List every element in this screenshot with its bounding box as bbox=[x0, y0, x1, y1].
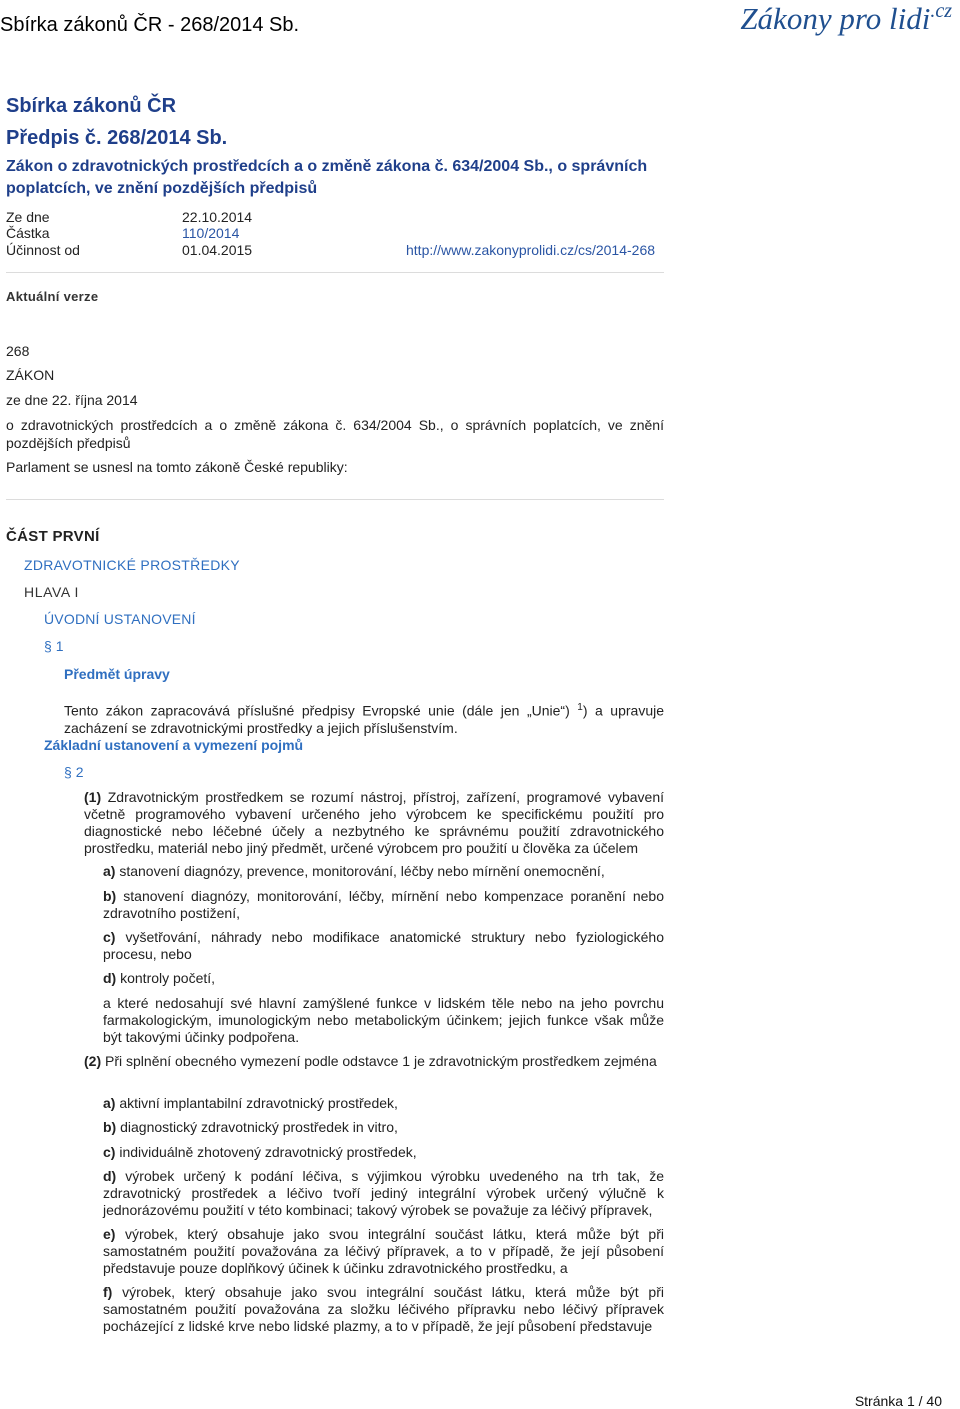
section-group-title: Základní ustanovení a vymezení pojmů bbox=[44, 737, 304, 753]
paragraph-1: (1) Zdravotnickým prostředkem se rozumí nástroj, přístroj, zařízení, programové vybavení včetně programového vybavení určeného jeho výrobcem ke specifickému použití pro diagnostické nebo léčebné účely a nezbytného ke správnému použití zdravotnického prostředku, materiál nebo jiný předmět, určené výrobcem pro použití u člověka za účelem bbox=[84, 789, 664, 856]
meta-value-date: 22.10.2014 bbox=[182, 209, 253, 225]
source-url-link[interactable]: http://www.zakonyprolidi.cz/cs/2014-268 bbox=[406, 242, 656, 258]
part-name: ZDRAVOTNICKÉ PROSTŘEDKY bbox=[24, 557, 240, 573]
page-number: Stránka 1 / 40 bbox=[854, 1393, 942, 1409]
divider bbox=[6, 499, 664, 500]
law-type: ZÁKON bbox=[6, 367, 55, 383]
section-icon: § bbox=[44, 638, 52, 654]
meta-value-amount-link[interactable]: 110/2014 bbox=[182, 225, 240, 241]
list-item: a) stanovení diagnózy, prevence, monitorování, léčby nebo mírnění onemocnění, bbox=[103, 863, 605, 879]
meta-label-amount: Částka bbox=[6, 225, 50, 241]
section-2-number: § 2 bbox=[64, 764, 84, 780]
site-logo[interactable] bbox=[740, 0, 952, 37]
list-item: a) aktivní implantabilní zdravotnický prostředek, bbox=[103, 1095, 398, 1111]
law-preamble: Parlament se usnesl na tomto zákoně České republiky: bbox=[6, 459, 348, 475]
section-1-title: Předmět úpravy bbox=[64, 666, 170, 682]
meta-value-effective: 01.04.2015 bbox=[182, 242, 253, 258]
meta-label-effective: Účinnost od bbox=[6, 242, 80, 258]
list-item: c) vyšetřování, náhrady nebo modifikace anatomické struktury nebo fyziologického procesu, nebo bbox=[103, 929, 664, 962]
law-date: ze dne 22. října 2014 bbox=[6, 392, 138, 408]
brand-name: Zákony pro lidi bbox=[740, 1, 931, 36]
list-item: b) diagnostický zdravotnický prostředek in vitro, bbox=[103, 1119, 398, 1135]
paragraph-1-tail: a které nedosahují své hlavní zamýšlené funkce v lidském těle nebo na jeho povrchu farmakologickým, imunologickým nebo metabolickým účinkem; jejich funkce však může být takovými účinky podpořena. bbox=[103, 995, 664, 1045]
collection-title: Sbírka zákonů ČR bbox=[6, 95, 177, 117]
list-item: d) výrobek určený k podání léčiva, s výjimkou výrobku uvedeného na trh tak, že zdravotnický prostředek a léčivo tvoří jediný integrální výrobek určený výlučně k jednorázovému použití v této kombinaci; takový výrobek se považuje za léčivý přípravek, bbox=[103, 1168, 664, 1218]
meta-label-date: Ze dne bbox=[6, 209, 50, 225]
list-item: d) kontroly početí, bbox=[103, 970, 216, 986]
list-item: c) individuálně zhotovený zdravotnický prostředek, bbox=[103, 1144, 417, 1160]
head-heading: HLAVA I bbox=[24, 584, 80, 600]
list-item: e) výrobek, který obsahuje jako svou integrální součást látku, která může být při samostatném použití považována za léčivý přípravek, a to v případě, že její působení představuje pouze doplňkový účinek k účinku zdravotnického prostředku, a bbox=[103, 1226, 664, 1276]
regulation-subtitle: Zákon o zdravotnických prostředcích a o změně zákona č. 634/2004 Sb., o správních poplatcích, ve znění pozdějších předpisů bbox=[6, 158, 648, 197]
section-1-number: § 1 bbox=[44, 638, 64, 654]
head-name: ÚVODNÍ USTANOVENÍ bbox=[44, 611, 196, 627]
version-label: Aktuální verze bbox=[6, 289, 99, 304]
law-number: 268 bbox=[6, 343, 30, 359]
paragraph-2: (2) Při splnění obecného vymezení podle odstavce 1 je zdravotnickým prostředkem zejména bbox=[84, 1053, 657, 1069]
part-heading: ČÁST PRVNÍ bbox=[6, 528, 100, 545]
footnote-link[interactable]: 1 bbox=[577, 702, 583, 713]
list-item: b) stanovení diagnózy, monitorování, léčby, mírnění nebo kompenzace poranění nebo zdravotního postižení, bbox=[103, 888, 664, 921]
brand-suffix: .cz bbox=[930, 0, 952, 22]
section-1-text: Tento zákon zapracovává příslušné předpisy Evropské unie (dále jen „Unie“) $^1$) a upravuje zacházení se zdravotnickými prostředky a jejich příslušenstvím. bbox=[64, 702, 664, 736]
section-icon: § bbox=[64, 764, 72, 780]
list-item: f) výrobek, který obsahuje jako svou integrální součást látku, která může být při samostatném použití považována za složku léčivého přípravku nebo léčivý přípravek pocházející z lidské krve nebo lidské plazmy, a to v případě, že její působení představuje bbox=[103, 1284, 664, 1334]
law-title: o zdravotnických prostředcích a o změně zákona č. 634/2004 Sb., o správních poplatcích, ve znění pozdějších předpisů bbox=[6, 417, 664, 451]
divider bbox=[6, 272, 664, 273]
regulation-number: Předpis č. 268/2014 Sb. bbox=[6, 127, 228, 149]
page-header-title: Sbírka zákonů ČR - 268/2014 Sb. bbox=[0, 14, 300, 36]
